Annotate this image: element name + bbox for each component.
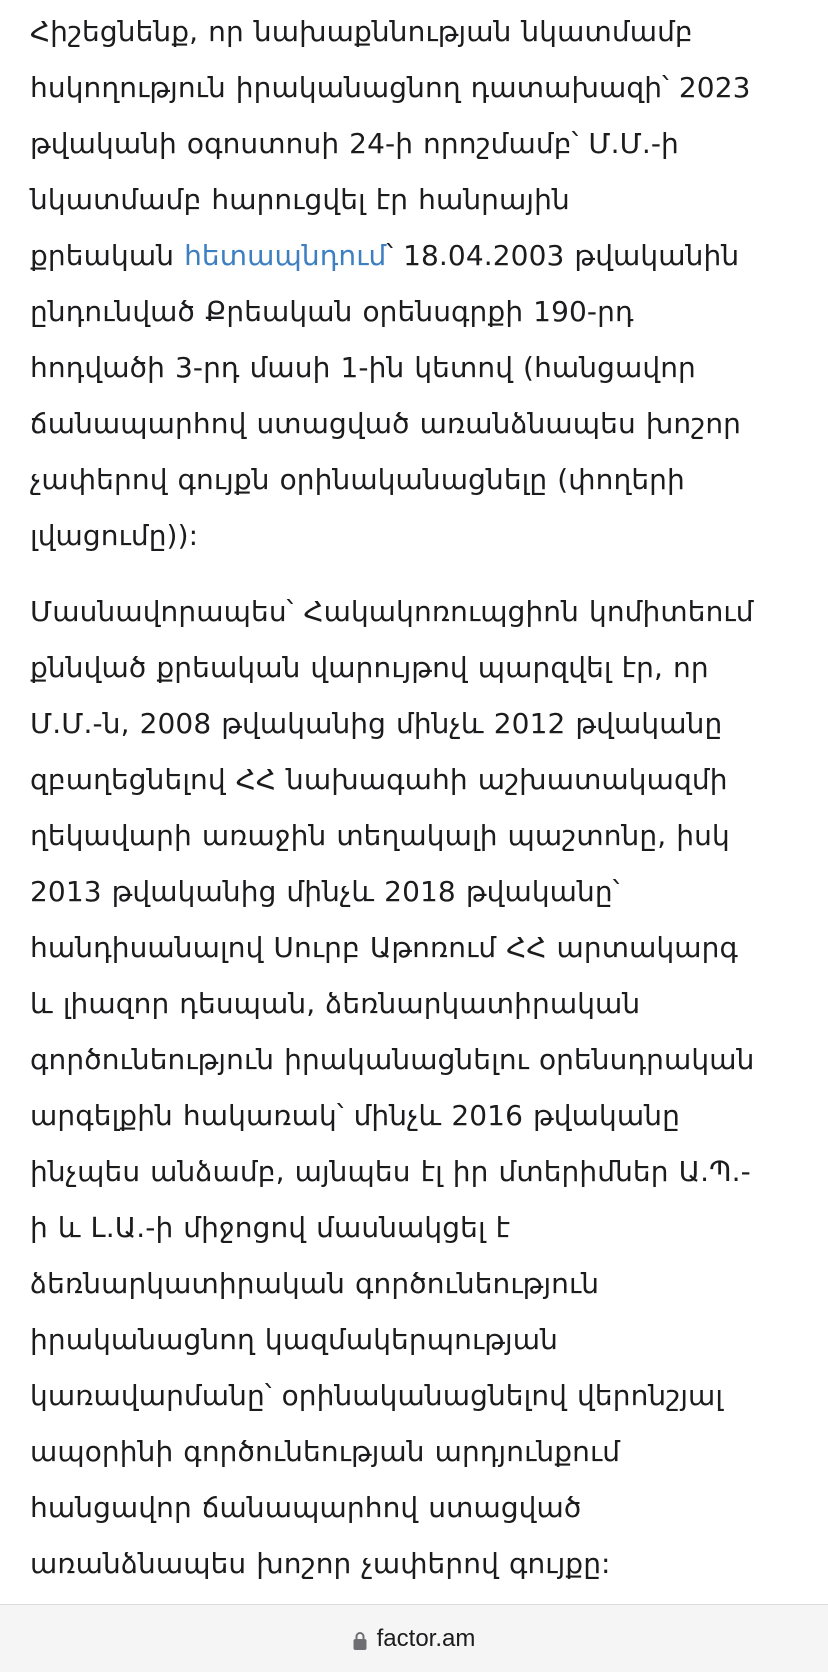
browser-address-bar — [0, 1604, 828, 1672]
paragraph-2-line: և լիազոր դեսպան, ձեռնարկատիրական — [30, 987, 641, 1020]
paragraph-1-line: հոդվածի 3-րդ մասի 1-ին կետով (հանցավոր — [30, 351, 696, 384]
paragraph-2-line: իրականացնող կազմակերպության — [30, 1323, 558, 1356]
paragraph-2-line: ի և Լ.Ա.-ի միջոցով մասնակցել է — [30, 1211, 511, 1244]
paragraph-2-line: հանցավոր ճանապարհով ստացված — [30, 1491, 582, 1524]
paragraph-1-line: ընդունված Քրեական օրենսգրքի 190-րդ — [30, 295, 634, 328]
paragraph-1-line: նկատմամբ հարուցվել էր հանրային — [30, 183, 570, 216]
paragraph-2-line: ապօրինի գործունեության արդյունքում — [30, 1435, 621, 1468]
paragraph-2-line: կառավարմանը՝ օրինականացնելով վերոնշյալ — [30, 1379, 724, 1412]
url-display[interactable] — [0, 1605, 828, 1672]
paragraph-1-line-with-link — [30, 228, 798, 284]
paragraph-2-line: առանձնապես խոշոր չափերով գույքը: — [30, 1547, 611, 1580]
paragraph-2-line: 2013 թվականից մինչև 2018 թվականը՝ — [30, 875, 620, 908]
paragraph-1-line: Հիշեցնենք, որ նախաքննության նկատմամբ — [30, 15, 693, 48]
paragraph-1-line: ճանապարհով ստացված առանձնապես խոշոր — [30, 407, 742, 440]
paragraph-2-line: ինչպես անձամբ, այնպես էլ իր մտերիմներ Ա.Պ.- — [30, 1155, 751, 1188]
lock-icon — [353, 1630, 367, 1650]
paragraph-2-line: ղեկավարի առաջին տեղակալի պաշտոնը, իսկ — [30, 819, 730, 852]
paragraph-2-line: արգելքին հակառակ՝ մինչև 2016 թվականը — [30, 1099, 680, 1132]
paragraph-1-text: քրեական — [30, 239, 185, 272]
paragraph-1-text: ՝ 18.04.2003 թվականին — [386, 239, 740, 272]
article-paragraph-1 — [0, 4, 828, 564]
paragraph-2-line: Մասնավորապես՝ Հակակոռուպցիոն կոմիտեում — [30, 595, 754, 628]
paragraph-2-line: գործունեություն իրականացնելու օրենսդրական — [30, 1043, 755, 1076]
article-paragraph-2 — [0, 584, 828, 1592]
paragraph-1-line: թվականի օգոստոսի 24-ի որոշմամբ՝ Մ.Մ.-ի — [30, 127, 679, 160]
url-text: factor.am — [376, 1625, 476, 1652]
prosecution-link[interactable]: հետապնդում — [184, 239, 387, 272]
paragraph-1-line: չափերով գույքն օրինականացնելը (փողերի — [30, 463, 685, 496]
paragraph-1-line: լվացումը)): — [30, 519, 199, 552]
paragraph-2-line: հանդիսանալով Սուրբ Աթոռում ՀՀ արտակարգ — [30, 931, 739, 964]
paragraph-2-line: Մ.Մ.-ն, 2008 թվականից մինչև 2012 թվականը — [30, 707, 723, 740]
paragraph-2-line: զբաղեցնելով ՀՀ նախագահի աշխատակազմի — [30, 763, 728, 796]
paragraph-2-line: ձեռնարկատիրական գործունեություն — [30, 1267, 600, 1300]
paragraph-2-line: քննված քրեական վարույթով պարզվել էր, որ — [30, 651, 709, 684]
paragraph-1-line: հսկողություն իրականացնող դատախազի՝ 2023 — [30, 71, 751, 104]
